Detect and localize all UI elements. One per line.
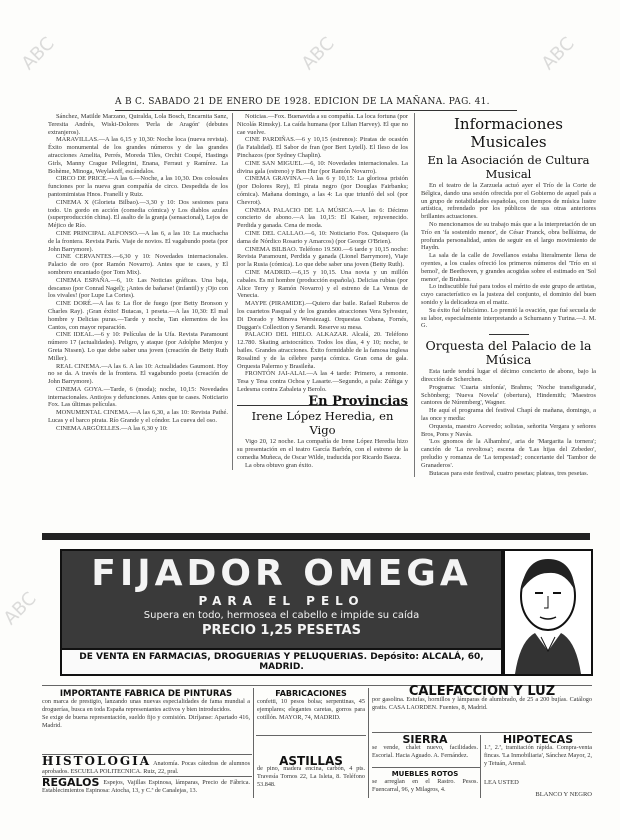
classified-title: HISTOLOGIA — [42, 754, 152, 768]
listing: CINEMA X (Glorieta Bilbao).—3,30 y 10: Dos sesiones para todo. Un gordo en acción (comedia cómica) y Los diablos azules (superproducción china). El asalto de la granja (sensacional), Lejos de Méjico de Río. — [48, 198, 228, 230]
advertisement-fijador-omega — [60, 549, 503, 676]
classified-title: ASTILLAS — [279, 754, 343, 768]
man-portrait-illustration — [503, 549, 593, 676]
listing: CINEMA GRAVINA.—A las 6 y 10,15: La gloriosa prisión (por Dolores Rey), El pirata negro (por Douglas Fairbanks; cómica). Mañana domingo, a las 4: La que triunfó del sol (por Chevrot). — [237, 175, 408, 206]
listing: CIRCO DE PRICE.—A las 6.—Noche, a las 10,30. Dos colosales funciones por la nueva gran compañía de circo. Despedida de los pantomimistas Hnos. Franelli y Ruiz. — [48, 175, 228, 198]
listing: CINEMA ESPAÑA.—6, 10: Las Noticias gráficas. Una baja, descanso (por Conrad Nagel); ¡Antes de bañarse! (infantil) y ¡Ojo con los vivales! (por Lupe La Cortes). — [48, 276, 228, 300]
listing: REAL CINEMA.—A las 6. A las 10: Actualidades Gaumont. Hoy no se da. A través de la frontera. El vagabundo poeta (creación de John Barrymore). — [48, 362, 228, 386]
column-cinema-listings-1 — [48, 113, 228, 433]
classified-muebles — [372, 770, 478, 794]
divider-band — [42, 533, 590, 540]
classified-hipotecas — [484, 733, 592, 768]
article-paragraph: La obra obtuvo gran éxito. — [245, 461, 313, 469]
classified-histologia — [42, 754, 250, 776]
listing: CINEMA ARGÜELLES.—A las 6,30 y 10: — [56, 424, 168, 432]
classified-body: con marca de prestigio, lanzando unas nuevas especialidades de fama mundial a droguerías, busca en toda España representantes activos y bien introducidos. — [42, 698, 250, 713]
article-title: Orquesta del Palacio de la Música — [425, 338, 592, 368]
listing: CINE PARDIÑAS.—6 y 10,15 (estrenos): Piratas de ocasión (la Fatalidad). El Sabor de fran (por Bert Lytell). El Ileso de los Pinchazos (por Sydney Chaplin). — [237, 136, 408, 159]
article-paragraph: Programa: 'Cuarta sinfonía', Brahms; 'Noche transfigurada', Schönberg; 'Nueva Novela' (obertura), Hindemith; 'Maestros cantores de Núremberg', Wagner. — [421, 383, 596, 407]
ad-sale-info: DE VENTA EN FARMACIAS, DROGUERIAS Y PELUQUERIAS. Depósito: ALCALÁ, 60, MADRID. — [62, 648, 501, 674]
article-paragraph: No mencionamos de su trabajo más que a la interpretación de un Trío en 'fa sostenido menor', de César Franck, obra bellísima, de profunda personalidad, antes de seguir en el largo movimiento de Haydn. — [421, 220, 596, 252]
classified-title: LEA USTED — [484, 779, 519, 786]
classified-fabricaciones — [257, 690, 365, 722]
ad-brand: FIJADOR OMEGA — [91, 553, 472, 594]
article-paragraph: He aquí el programa del festival Chapí de mañana, domingo, a las once y media: — [421, 407, 596, 422]
classified-title: REGALOS — [42, 776, 100, 789]
column-cinema-listings-2 — [232, 113, 408, 470]
listing: CINE MADRID.—6,15 y 10,15. Una novia y un millón cabales. Es mi hombre (producción española). Delicias rubias (por Alice Terry y Ramón Novarro) y el estreno de La Venus de Venecia. — [237, 268, 408, 300]
classified-pinturas — [42, 690, 250, 730]
listing: CINE DEL CALLAO.—6, 10: Noticiario Fox. Quisquero (la dama de Nórdico Rosario y Amarcos) (por George O'Brien). — [237, 229, 408, 245]
classified-body: confetti, 10 pesos bolsa; serpentinas, 45 ejemplares; elegantes caretas, gorros para cotillón. MAYOR, 74, MADRID. — [257, 698, 365, 721]
ad-price: PRECIO 1,25 PESETAS — [202, 623, 361, 638]
section-heading: En Provincias — [237, 398, 408, 407]
listing: CINEMA GOYA.—Tarde, 6 (moda); noche, 10,15: Novedades internacionales. Antiojos y defunciones. Antes que te cases. Noticiario Fox. Las últimas películas. — [48, 385, 228, 409]
classified-astillas — [257, 754, 365, 789]
article-paragraph: Su éxito fué felicísimo. Lo premió la ovación, que fué secuela de su labor, especialmente interpretando a Schumann y Turina.—J. M. G. — [421, 306, 596, 330]
article-title: Irene López Heredia, en Vigo — [251, 409, 394, 438]
classified-body: se vende, chalet nuevo, facilidades. Escorial. Hacia Aguado. A. Fernández. — [372, 744, 478, 759]
classified-title: CALEFACCION Y LUZ — [408, 684, 556, 699]
listing: MAYPE (PIRAMIDE).—Quiero dar baile. Rafael Ruberos de los cuartetos Pasqual y de los grandes atracciones Vera Sylvester, Di Dorado y Minova Wersiezagi. Orquestas Cubana, Fornés, Duggan's Collection y Serandi. Reserve su mesa. — [237, 300, 408, 331]
listing: CINEMA BILBAO. Teléfono 19.500.—6 tarde y 10,15 noche: Revista Paramount, Perdida y ganada (Lionel Barrymore), Viaje por la Rusia (cómica). Lo que debe saber una joven (Betty Ruth). — [237, 245, 408, 269]
classified-calefaccion — [372, 684, 592, 712]
article-paragraph: Orquesta, maestro Acevedo; solistas, señorita Vergara y señores Bros, Pons y Navás. — [421, 422, 596, 438]
watermark: ABC — [17, 33, 59, 75]
listing: FRONTÓN JAI-ALAI.—A las 4 tarde: Primero, a remonte. Tesa y Tesa contra Ochoa y Lasarte.—Segundo, a pala: Zúñiga y Ledesma contra Zabaleta y Berolo. — [237, 370, 408, 393]
listing: CINE PRINCIPAL ALFONSO.—A las 6, a las 10: La muchacha de la frontera. Revista París. Viaje de novios. El vagabundo poeta (por John Barrymore). — [48, 229, 228, 253]
listing: CINE DORÉ.—A las 6: La flor de fuego (por Betty Bronson y Charles Ray). ¡Gran éxito! Butacas, 1 peseta.—A las 10,30: El mal hombre y Delicias puras.—Tarde y noche, Tan elementos de los Cantos, con mayor reparación. — [48, 300, 228, 331]
listing: CINE IDEAL.—6 y 10: Películas de la Ufa. Revista Paramount número 17 (actualidades). Peligro, y ataque (por Adolphe Menjou y Greta Nissen). Lo que debe saber una joven (creación de Betty Ruth Miller). — [48, 331, 228, 362]
classified-body: Anatomía. Pocas cátedras de alumnos aprobados. ESCUELA POLITECNICA. Ruiz, 22, pral. — [42, 760, 250, 775]
divider — [489, 334, 529, 335]
classified-lea-usted — [484, 779, 592, 799]
article-paragraph: La sala de la calle de Jovellanos estaba literalmente llena de oyentes, a los cuales ofreció los primeros números del 'Trío en si bemol', de Beethoven, y grandes acogidas sobre el estimado en 'Sol menor', de Brahms. — [421, 252, 596, 283]
classified-title: IMPORTANTE FABRICA DE PINTURAS — [59, 689, 233, 699]
page-header: A B C. SABADO 21 DE ENERO DE 1928. EDICION DE LA MAÑANA. PAG. 41. — [115, 97, 517, 111]
classified-body: por gasolina. Estufas, hornillos y lámparas de alumbrado, de 25 a 200 bujías. Catálogo gratis. CASA LAORDEN. Fuentes, 8, Madrid. — [372, 696, 592, 711]
ad-subtitle: PARA EL PELO — [198, 594, 365, 608]
classified-title: FABRICACIONES — [275, 689, 347, 698]
watermark: ABC — [0, 588, 41, 630]
article-paragraph: Butacas para este festival, cuatro pesetas; plateas, tres pesetas. — [429, 469, 589, 477]
article-paragraph: En el teatro de la Zarzuela actuó ayer el Trío de la Corte de Bélgica, dando una sesión ofrecida por el Gobierno de aquel país a un grupo de notabilidades españolas, con tiempos de música lustre artística, refrendado por los públicos de sus otras anteriores brillantes actuaciones. — [421, 182, 596, 221]
classified-body: BLANCO Y NEGRO — [535, 791, 592, 798]
listing: CINE CERVANTES.—6,30 y 10: Novedades internacionales. Palacio de oro (por Ramón Novarro). Antes que te cases, y El sombrero encantado (por Tom Mix). — [48, 253, 228, 276]
article-paragraph: 'Los gnomos de la Alhambra', aria de 'Margarita la tornera'; canción de 'La revoltosa'; escena de 'Las hijas del Zebedeo', preludio y romanza de 'La tempestad'; concertante del 'Tambor de Granaderos'. — [421, 438, 596, 469]
classified-title: SIERRA — [402, 733, 448, 746]
article-paragraph: Esta tarde tendrá lugar el décimo concierto de abono, bajo la dirección de Scherchen. — [421, 368, 596, 383]
classified-body: Se exige de buena representación, sueldo fijo y comisión. Diríjanse: Apartado 416, Madrid. — [42, 714, 250, 729]
listing: CINE SAN MIGUEL.—6, 10: Novedades internacionales. La divina gala (estreno) y Ben Hur (por Ramón Novarro). — [237, 159, 408, 175]
classified-body: 1.ª, 2.ª, tramitación rápida. Compra-venta fincas. 'La Inmobiliaria', Sánchez Mayor, 2, y Tetuán, Arenal. — [484, 744, 592, 767]
ad-claim: Supera en todo, hermosea el cabello e impide su caída — [143, 610, 420, 621]
article-paragraph: Vigo 20, 12 noche. La compañía de Irene López Heredia hizo su presentación en el teatro García Barbón, con el estreno de la comedia Muñeca, de Oscar Wilde, traducida por Ricardo Baeza. — [237, 438, 408, 462]
watermark: ABC — [537, 33, 579, 75]
classified-body: se arreglan en el Rastro. Pesos. Fuencarral, 96, y Milagros, 4. — [372, 778, 478, 793]
classified-regalos — [42, 776, 250, 795]
classified-title: HIPOTECAS — [502, 733, 574, 746]
article-paragraph: Lo indiscutible fué para todos el mérito de este grupo de artistas, cuyo característico es la justeza del conjunto, el dominio del buen sonido y la delicadeza en el matiz. — [421, 283, 596, 306]
watermark: ABC — [297, 33, 339, 75]
article-title: En la Asociación de Cultura Musical — [427, 153, 590, 181]
classified-body: Espejos, Vajillas Espinosa, lámparas, Precio de Fábrica. Establecimientos Espinosa: Atocha, 13, y C.ª de Canalejas, 13. — [42, 779, 250, 794]
listing: MARAVILLAS.—A las 6,15 y 10,30: Noche loca (nueva revista). Éxito monumental de los grandes números y de las grandes atracciones Amelita, Perrés, Moreda Tiles, Orchit Coupé, Hastings Girls, Manny Crague Pellegrini, Enana, Ferraut y Ramírez. La Bohème, Minoga, Weylakoff, escándalos. — [48, 136, 228, 175]
section-title: Informaciones Musicales — [454, 115, 563, 151]
listing: MONUMENTAL CINEMA.—A las 6,30, a las 10: Revista Pathé. Lucas y el barco pirata. Río Grande y el cóndor. La cueva del oso. — [48, 409, 228, 425]
listing: PALACIO DEL HIELO. ALKAZAR. Alcalá, 20. Teléfono 12.780. Skating aristocrático. Todos los días, 4 y 10; noche, te bailes. Grandes atracciones. Éxito formidable de la famosa inglesa Rosalind y de la célebre pareja cómica. Gran cena de gala. Orquesta Palermo y Brasileña. — [237, 331, 408, 370]
classified-sierra — [372, 733, 478, 760]
classified-body: de pino, madera encina, carbón, 4 pts. Travesía Tornos 22, La Isleta, 8. Teléfono 53.848. — [257, 765, 365, 788]
listing: Sánchez, Matilde Marzano, Quiralda, Lola Bosch, Encarnita Sanz, Teresita Andrés, Wiski-Dolores 'Perla de Aragón' (debutes extranjeros). — [48, 113, 228, 136]
listing: Noticias.—Fox. Buenavida a su compañía. La loca fortuna (por Nicolás Rimsky). La caída humana (por Lilian Harvey). El que no cae vuelve. — [237, 113, 408, 136]
column-music — [414, 113, 596, 477]
classified-title: MUEBLES ROTOS — [391, 770, 459, 778]
listing: CINEMA PALACIO DE LA MÚSICA.—A las 6: Décimo concierto de abono.—A las 10,15: El Kaiser, rejuvenecido. Perdida y ganada. Cena de moda. — [237, 206, 408, 230]
